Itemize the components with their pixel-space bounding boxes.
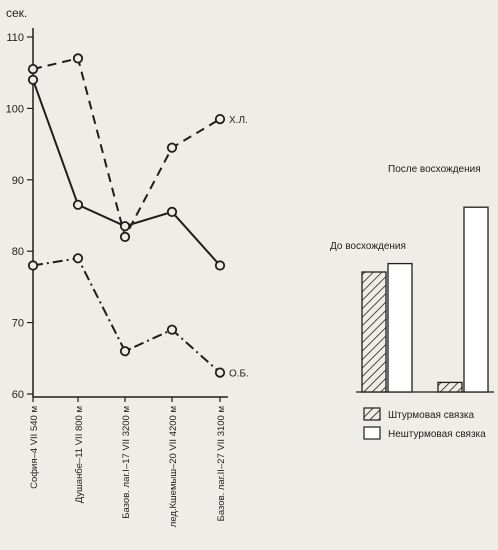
y-axis-label: сек. <box>6 6 28 20</box>
data-point <box>29 261 37 269</box>
legend <box>364 408 486 440</box>
bars <box>362 207 488 392</box>
data-point <box>121 233 129 241</box>
bar-nonassault-1 <box>464 207 488 392</box>
data-point <box>168 208 176 216</box>
data-point <box>168 326 176 334</box>
legend-label-assault: Штурмовая связка <box>388 410 475 421</box>
bar-assault-1 <box>438 382 462 392</box>
data-point <box>74 54 82 62</box>
data-point <box>74 254 82 262</box>
y-tick-label: 90 <box>11 174 24 187</box>
series-labels <box>229 115 249 379</box>
data-point <box>74 201 82 209</box>
line-chart <box>6 6 249 527</box>
x-tick-label: Душанбе–11 VII 800 м <box>74 406 85 504</box>
legend-label-nonassault: Нештурмовая связка <box>388 429 486 440</box>
x-tick-label: Базов. лаг.I–17 VII 3200 м <box>121 406 132 519</box>
x-tick-label: лед.Кшемыш–20 VII 4200 м <box>168 406 179 528</box>
data-point <box>121 347 129 355</box>
y-tick-label: 100 <box>5 103 24 116</box>
bar-chart <box>330 164 494 440</box>
y-tick-label: 80 <box>11 246 24 259</box>
x-tick-label: София–4 VII 540 м <box>29 406 40 489</box>
x-tick-label: Базов. лаг.II–27 VII 3100 м <box>216 406 227 522</box>
data-point <box>216 368 224 376</box>
series-points <box>29 54 224 377</box>
series-line-1 <box>33 58 220 237</box>
series-lines <box>33 58 220 372</box>
group-label-before: До восхождения <box>330 241 406 252</box>
legend-swatch-white <box>364 427 380 439</box>
data-point <box>29 76 37 84</box>
data-point <box>216 261 224 269</box>
series-end-label: Х.Л. <box>229 115 248 127</box>
bar-nonassault-0 <box>388 264 412 392</box>
data-point <box>29 65 37 73</box>
legend-swatch-hatched <box>364 408 380 420</box>
bar-assault-0 <box>362 272 386 392</box>
y-ticks <box>6 32 33 401</box>
data-point <box>121 222 129 230</box>
data-point <box>168 144 176 152</box>
series-end-label: О.Б. <box>229 368 249 380</box>
data-point <box>216 115 224 123</box>
group-label-after: После восхождения <box>388 164 481 175</box>
y-tick-label: 60 <box>11 389 24 401</box>
y-tick-label: 70 <box>11 317 24 330</box>
y-tick-label: 110 <box>6 32 24 44</box>
x-ticks <box>29 397 227 527</box>
